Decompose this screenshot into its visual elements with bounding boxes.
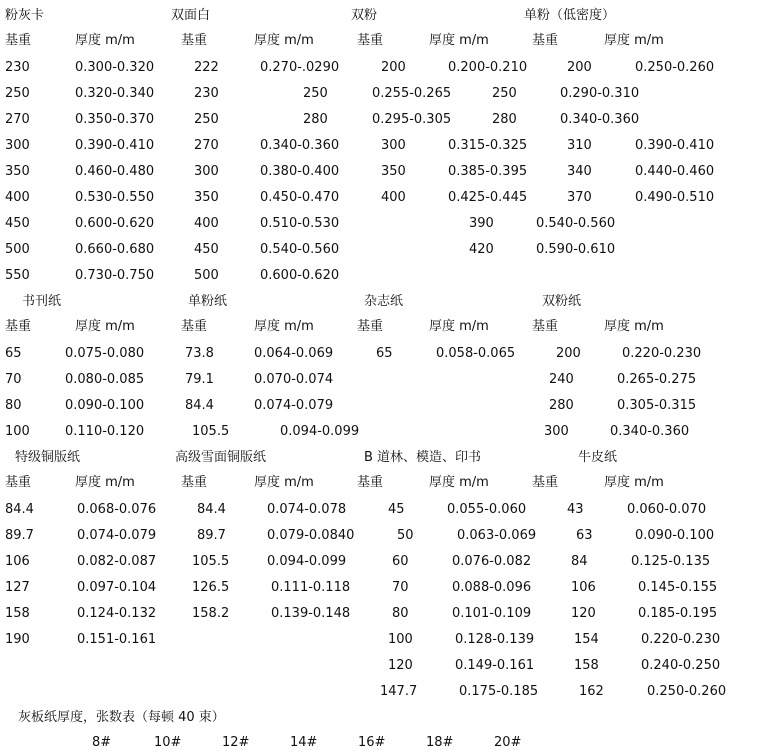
table-cell: 厚度 m/m bbox=[429, 475, 489, 490]
table-cell: 厚度 m/m bbox=[254, 319, 314, 334]
table-cell: 370 bbox=[567, 190, 592, 205]
table-cell: 250 bbox=[303, 86, 328, 101]
table-cell: 单粉（低密度） bbox=[524, 8, 616, 23]
table-cell: 0.250-0.260 bbox=[647, 684, 727, 699]
table-cell: 基重 bbox=[532, 33, 559, 48]
table-cell: 250 bbox=[194, 112, 219, 127]
table-cell: 0.600-0.620 bbox=[260, 268, 340, 283]
table-cell: 基重 bbox=[5, 475, 32, 490]
table-cell: 0.110-0.120 bbox=[65, 424, 145, 439]
table-cell: 230 bbox=[194, 86, 219, 101]
table-cell: 154 bbox=[574, 632, 599, 647]
table-cell: 0.097-0.104 bbox=[77, 580, 157, 595]
table-cell: 特级铜版纸 bbox=[15, 450, 81, 465]
table-cell: 基重 bbox=[357, 33, 384, 48]
table-cell: 0.350-0.370 bbox=[75, 112, 155, 127]
table-cell: 400 bbox=[5, 190, 30, 205]
table-cell: 89.7 bbox=[5, 528, 34, 543]
table-cell: 500 bbox=[194, 268, 219, 283]
table-cell: 100 bbox=[5, 424, 30, 439]
table-cell: 0.295-0.305 bbox=[372, 112, 452, 127]
table-cell: 450 bbox=[194, 242, 219, 257]
table-cell: 高级雪面铜版纸 bbox=[175, 450, 267, 465]
table-cell: 基重 bbox=[357, 475, 384, 490]
table-cell: 73.8 bbox=[185, 346, 214, 361]
table-cell: 0.149-0.161 bbox=[455, 658, 535, 673]
table-cell: 0.385-0.395 bbox=[448, 164, 528, 179]
table-cell: 390 bbox=[469, 216, 494, 231]
table-cell: 0.088-0.096 bbox=[452, 580, 532, 595]
table-cell: 84.4 bbox=[185, 398, 214, 413]
table-cell: 280 bbox=[303, 112, 328, 127]
table-cell: 0.200-0.210 bbox=[448, 60, 528, 75]
table-cell: 270 bbox=[5, 112, 30, 127]
table-cell: 120 bbox=[571, 606, 596, 621]
table-cell: 43 bbox=[567, 502, 584, 517]
table-cell: 0.270-.0290 bbox=[260, 60, 340, 75]
table-cell: 0.151-0.161 bbox=[77, 632, 157, 647]
table-cell: 厚度 m/m bbox=[75, 33, 135, 48]
table-cell: 双面白 bbox=[171, 8, 211, 23]
table-cell: 0.139-0.148 bbox=[271, 606, 351, 621]
table-cell: 0.094-0.099 bbox=[267, 554, 347, 569]
table-cell: 0.440-0.460 bbox=[635, 164, 715, 179]
table-cell: 杂志纸 bbox=[364, 294, 404, 309]
table-cell: 450 bbox=[5, 216, 30, 231]
table-cell: 0.250-0.260 bbox=[635, 60, 715, 75]
table-cell: 0.082-0.087 bbox=[77, 554, 157, 569]
table-cell: 0.290-0.310 bbox=[560, 86, 640, 101]
table-cell: 350 bbox=[194, 190, 219, 205]
table-cell: 0.090-0.100 bbox=[635, 528, 715, 543]
table-cell: 0.079-0.0840 bbox=[267, 528, 355, 543]
table-cell: 基重 bbox=[532, 475, 559, 490]
table-cell: 300 bbox=[381, 138, 406, 153]
table-cell: 158.2 bbox=[192, 606, 230, 621]
table-cell: 158 bbox=[574, 658, 599, 673]
table-cell: 0.450-0.470 bbox=[260, 190, 340, 205]
table-cell: 240 bbox=[549, 372, 574, 387]
table-cell: 0.315-0.325 bbox=[448, 138, 528, 153]
table-cell: 0.540-0.560 bbox=[260, 242, 340, 257]
table-cell: 12# bbox=[222, 735, 250, 750]
table-cell: 63 bbox=[576, 528, 593, 543]
table-cell: 0.074-0.079 bbox=[254, 398, 334, 413]
table-cell: 162 bbox=[579, 684, 604, 699]
table-cell: 400 bbox=[194, 216, 219, 231]
table-cell: 280 bbox=[549, 398, 574, 413]
table-cell: 10# bbox=[154, 735, 182, 750]
table-cell: 双粉纸 bbox=[542, 294, 582, 309]
table-cell: 厚度 m/m bbox=[604, 33, 664, 48]
table-cell: 基重 bbox=[5, 319, 32, 334]
table-cell: 0.101-0.109 bbox=[452, 606, 532, 621]
table-cell: 100 bbox=[388, 632, 413, 647]
table-cell: 基重 bbox=[181, 33, 208, 48]
table-cell: 400 bbox=[381, 190, 406, 205]
table-cell: 0.076-0.082 bbox=[452, 554, 532, 569]
table-cell: 200 bbox=[567, 60, 592, 75]
table-cell: 0.125-0.135 bbox=[631, 554, 711, 569]
table-cell: 0.300-0.320 bbox=[75, 60, 155, 75]
table-cell: 14# bbox=[290, 735, 318, 750]
table-cell: 65 bbox=[376, 346, 393, 361]
table-cell: 书刊纸 bbox=[22, 294, 62, 309]
table-cell: 0.090-0.100 bbox=[65, 398, 145, 413]
table-cell: 0.425-0.445 bbox=[448, 190, 528, 205]
table-cell: 0.068-0.076 bbox=[77, 502, 157, 517]
table-cell: 0.124-0.132 bbox=[77, 606, 157, 621]
table-cell: 106 bbox=[571, 580, 596, 595]
table-cell: 灰板纸厚度，张数表（每顿 40 束） bbox=[18, 710, 225, 725]
table-cell: 厚度 m/m bbox=[75, 475, 135, 490]
table-cell: 0.064-0.069 bbox=[254, 346, 334, 361]
table-cell: 0.660-0.680 bbox=[75, 242, 155, 257]
table-cell: 0.340-0.360 bbox=[560, 112, 640, 127]
table-cell: 126.5 bbox=[192, 580, 230, 595]
table-cell: 0.185-0.195 bbox=[638, 606, 718, 621]
table-cell: 0.094-0.099 bbox=[280, 424, 360, 439]
table-cell: 0.055-0.060 bbox=[447, 502, 527, 517]
table-cell: 0.340-0.360 bbox=[260, 138, 340, 153]
table-cell: 147.7 bbox=[380, 684, 418, 699]
table-cell: 250 bbox=[492, 86, 517, 101]
table-cell: 350 bbox=[381, 164, 406, 179]
table-cell: 89.7 bbox=[197, 528, 226, 543]
table-cell: 84 bbox=[571, 554, 588, 569]
table-cell: 0.075-0.080 bbox=[65, 346, 145, 361]
table-cell: 基重 bbox=[181, 319, 208, 334]
table-cell: 0.730-0.750 bbox=[75, 268, 155, 283]
table-cell: 60 bbox=[392, 554, 409, 569]
table-cell: 230 bbox=[5, 60, 30, 75]
table-cell: 厚度 m/m bbox=[254, 475, 314, 490]
table-cell: 0.074-0.079 bbox=[77, 528, 157, 543]
table-cell: 222 bbox=[194, 60, 219, 75]
table-cell: 0.058-0.065 bbox=[436, 346, 516, 361]
table-cell: 84.4 bbox=[197, 502, 226, 517]
table-cell: 牛皮纸 bbox=[578, 450, 618, 465]
table-cell: 0.063-0.069 bbox=[457, 528, 537, 543]
table-cell: 0.340-0.360 bbox=[610, 424, 690, 439]
table-cell: 84.4 bbox=[5, 502, 34, 517]
table-cell: 127 bbox=[5, 580, 30, 595]
table-cell: 420 bbox=[469, 242, 494, 257]
table-cell: 0.070-0.074 bbox=[254, 372, 334, 387]
table-cell: 厚度 m/m bbox=[429, 33, 489, 48]
table-cell: 粉灰卡 bbox=[5, 8, 45, 23]
table-cell: 0.111-0.118 bbox=[271, 580, 351, 595]
table-cell: 0.305-0.315 bbox=[617, 398, 697, 413]
table-cell: 70 bbox=[5, 372, 22, 387]
table-cell: 0.320-0.340 bbox=[75, 86, 155, 101]
table-cell: 0.220-0.230 bbox=[622, 346, 702, 361]
table-cell: 158 bbox=[5, 606, 30, 621]
table-cell: 70 bbox=[392, 580, 409, 595]
table-cell: 0.460-0.480 bbox=[75, 164, 155, 179]
table-cell: 550 bbox=[5, 268, 30, 283]
table-cell: 0.530-0.550 bbox=[75, 190, 155, 205]
table-cell: 270 bbox=[194, 138, 219, 153]
table-cell: 0.390-0.410 bbox=[635, 138, 715, 153]
table-cell: 200 bbox=[381, 60, 406, 75]
table-cell: 65 bbox=[5, 346, 22, 361]
table-cell: 0.175-0.185 bbox=[459, 684, 539, 699]
table-cell: 基重 bbox=[532, 319, 559, 334]
table-cell: 0.490-0.510 bbox=[635, 190, 715, 205]
table-cell: 8# bbox=[92, 735, 112, 750]
table-cell: 0.074-0.078 bbox=[267, 502, 347, 517]
table-cell: 0.080-0.085 bbox=[65, 372, 145, 387]
table-cell: 300 bbox=[5, 138, 30, 153]
table-cell: 0.265-0.275 bbox=[617, 372, 697, 387]
table-cell: B 道林、模造、印书 bbox=[364, 450, 482, 465]
table-cell: 0.128-0.139 bbox=[455, 632, 535, 647]
table-cell: 250 bbox=[5, 86, 30, 101]
table-cell: 80 bbox=[392, 606, 409, 621]
table-cell: 厚度 m/m bbox=[429, 319, 489, 334]
table-cell: 0.510-0.530 bbox=[260, 216, 340, 231]
table-cell: 79.1 bbox=[185, 372, 214, 387]
table-cell: 基重 bbox=[181, 475, 208, 490]
table-cell: 0.380-0.400 bbox=[260, 164, 340, 179]
table-cell: 20# bbox=[494, 735, 522, 750]
table-cell: 105.5 bbox=[192, 424, 230, 439]
table-cell: 120 bbox=[388, 658, 413, 673]
table-cell: 单粉纸 bbox=[188, 294, 228, 309]
table-cell: 350 bbox=[5, 164, 30, 179]
table-cell: 0.145-0.155 bbox=[638, 580, 718, 595]
table-cell: 106 bbox=[5, 554, 30, 569]
table-cell: 50 bbox=[397, 528, 414, 543]
table-cell: 300 bbox=[544, 424, 569, 439]
table-cell: 厚度 m/m bbox=[75, 319, 135, 334]
table-cell: 0.540-0.560 bbox=[536, 216, 616, 231]
table-cell: 310 bbox=[567, 138, 592, 153]
table-cell: 0.220-0.230 bbox=[641, 632, 721, 647]
table-cell: 500 bbox=[5, 242, 30, 257]
table-cell: 厚度 m/m bbox=[604, 319, 664, 334]
table-cell: 340 bbox=[567, 164, 592, 179]
table-cell: 0.390-0.410 bbox=[75, 138, 155, 153]
table-cell: 基重 bbox=[5, 33, 32, 48]
table-cell: 105.5 bbox=[192, 554, 230, 569]
table-cell: 0.255-0.265 bbox=[372, 86, 452, 101]
table-cell: 双粉 bbox=[351, 8, 378, 23]
table-cell: 0.590-0.610 bbox=[536, 242, 616, 257]
table-cell: 45 bbox=[388, 502, 405, 517]
table-cell: 80 bbox=[5, 398, 22, 413]
table-cell: 280 bbox=[492, 112, 517, 127]
table-cell: 厚度 m/m bbox=[604, 475, 664, 490]
table-cell: 基重 bbox=[357, 319, 384, 334]
table-cell: 18# bbox=[426, 735, 454, 750]
table-cell: 16# bbox=[358, 735, 386, 750]
table-cell: 0.600-0.620 bbox=[75, 216, 155, 231]
table-cell: 0.060-0.070 bbox=[627, 502, 707, 517]
table-cell: 300 bbox=[194, 164, 219, 179]
table-cell: 190 bbox=[5, 632, 30, 647]
table-cell: 0.240-0.250 bbox=[641, 658, 721, 673]
table-cell: 厚度 m/m bbox=[254, 33, 314, 48]
table-cell: 200 bbox=[556, 346, 581, 361]
